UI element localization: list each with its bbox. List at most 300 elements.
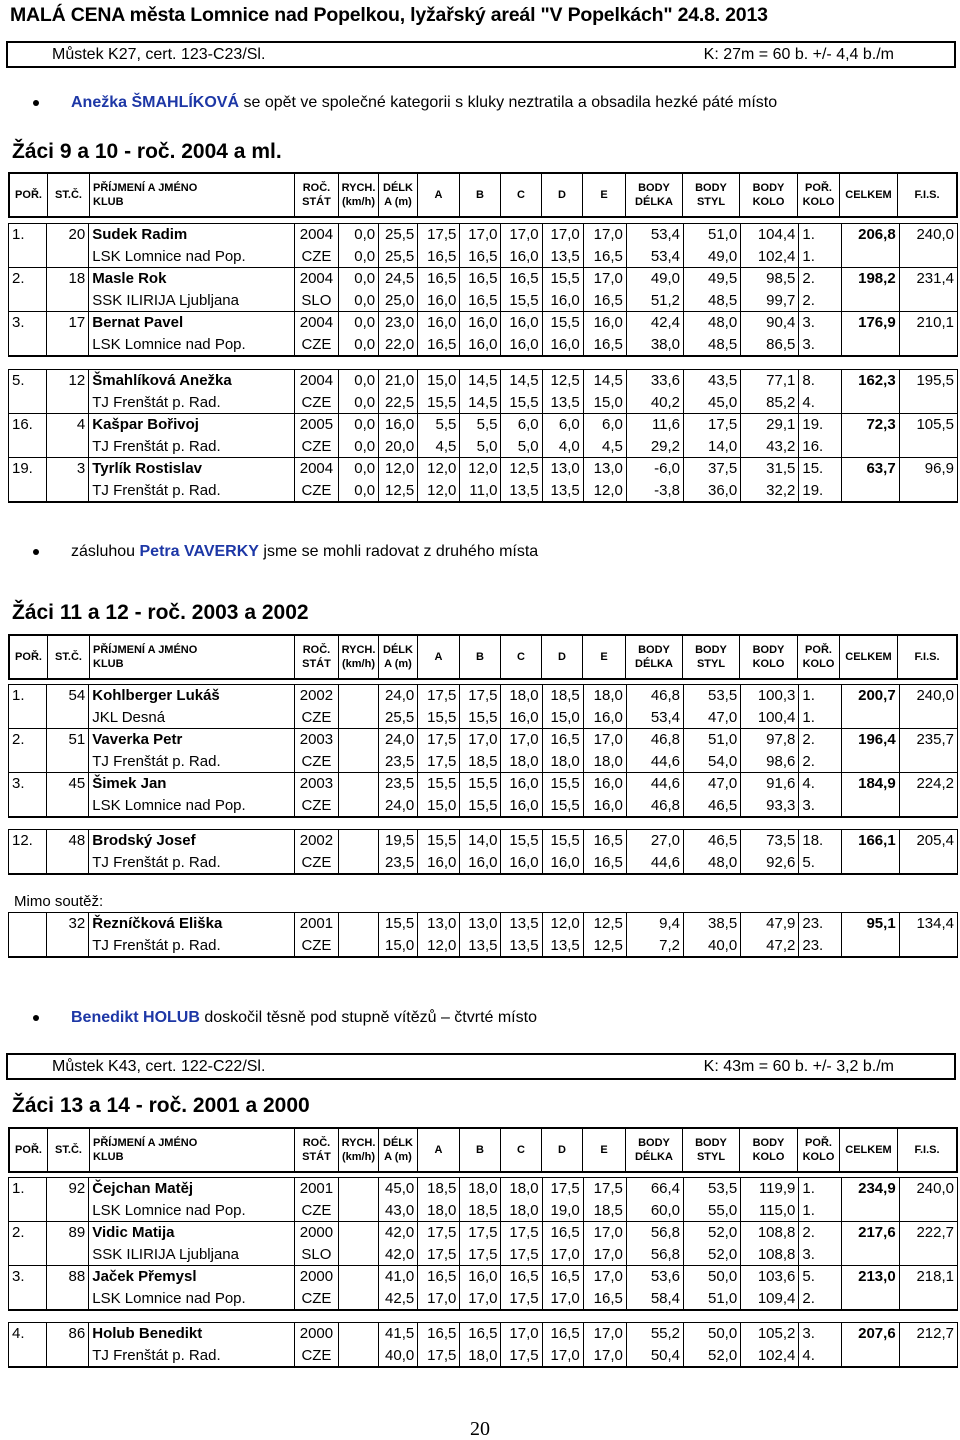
col-delk: DÉLK A (m) <box>379 174 418 216</box>
cell-rank-round: 19. <box>799 480 841 503</box>
cell-rank <box>9 290 47 312</box>
cell-total: 95,1 <box>841 913 899 935</box>
cell-c: 16,5 <box>501 1266 542 1288</box>
cell-pts-style: 50,0 <box>684 1323 741 1345</box>
cell-d: 15,5 <box>542 795 583 818</box>
cell-speed <box>339 729 379 751</box>
cell-a: 12,0 <box>418 480 460 503</box>
hill-name: Můstek K43, cert. 122-C22/Sl. <box>52 1058 266 1075</box>
cell-d: 16,5 <box>542 1222 583 1244</box>
cell-c: 5,0 <box>501 436 542 458</box>
cell-dist: 41,0 <box>379 1266 418 1288</box>
cell-a: 16,5 <box>418 246 460 268</box>
cell-c: 16,0 <box>501 773 542 795</box>
cell-name: TJ Frenštát p. Rad. <box>89 436 295 458</box>
cell-speed: 0,0 <box>339 224 379 246</box>
cell-pts-round: 29,1 <box>741 414 799 436</box>
cell-rank: 1. <box>9 224 47 246</box>
cell-bib <box>47 246 89 268</box>
cell-fis <box>899 480 957 503</box>
cell-pts-style: 49,5 <box>684 268 741 290</box>
cell-bib <box>47 436 89 458</box>
cell-pts-dist: -3,8 <box>626 480 683 503</box>
athlete-name: Benedikt HOLUB <box>71 1009 200 1026</box>
cell-name: Řezníčková Eliška <box>89 913 295 935</box>
cell-pts-dist: 44,6 <box>626 852 683 875</box>
cell-a: 16,0 <box>418 290 460 312</box>
hill-name: Můstek K27, cert. 123-C23/Sl. <box>52 46 266 63</box>
athlete-name: Anežka ŠMAHLÍKOVÁ <box>71 94 240 111</box>
cell-c: 17,5 <box>501 1345 542 1368</box>
cell-bib: 45 <box>47 773 89 795</box>
cell-year: 2004 <box>294 224 338 246</box>
cell-rank-round: 3. <box>799 1323 841 1345</box>
cell-pts-dist: 66,4 <box>626 1178 683 1200</box>
cell-pts-round: 105,2 <box>741 1323 799 1345</box>
cell-name: SSK ILIRIJA Ljubljana <box>89 290 295 312</box>
cell-c: 17,5 <box>501 1288 542 1311</box>
cell-total: 213,0 <box>841 1266 899 1288</box>
cell-b: 16,5 <box>460 246 501 268</box>
cell-fis: 134,4 <box>899 913 957 935</box>
cell-e: 16,0 <box>583 773 626 795</box>
cell-bib <box>47 290 89 312</box>
cell-name: Holub Benedikt <box>89 1323 295 1345</box>
cell-a: 15,5 <box>418 392 460 414</box>
cell-rank-round: 4. <box>799 392 841 414</box>
cell-c: 16,0 <box>501 707 542 729</box>
cell-total: 217,6 <box>841 1222 899 1244</box>
cell-total <box>841 852 899 875</box>
cell-pts-style: 52,0 <box>684 1244 741 1266</box>
cell-pts-dist: 53,4 <box>626 224 683 246</box>
cell-fis: 222,7 <box>899 1222 957 1244</box>
cell-c: 14,5 <box>501 370 542 392</box>
cell-dist: 25,5 <box>379 224 418 246</box>
cell-a: 17,0 <box>418 1288 460 1311</box>
cell-rank: 2. <box>9 1222 47 1244</box>
cell-pts-dist: 33,6 <box>626 370 683 392</box>
cell-e: 17,0 <box>583 1345 626 1368</box>
cell-total: 63,7 <box>841 458 899 480</box>
cell-a: 16,0 <box>418 312 460 334</box>
cell-name: LSK Lomnice nad Pop. <box>89 1200 295 1222</box>
cell-year: CZE <box>294 436 338 458</box>
cell-speed <box>339 1323 379 1345</box>
cell-rank <box>9 436 47 458</box>
table-row <box>9 1288 958 1311</box>
cell-total: 166,1 <box>841 830 899 852</box>
cell-rank <box>9 852 47 875</box>
cell-rank: 2. <box>9 268 47 290</box>
cell-c: 18,0 <box>501 1178 542 1200</box>
cell-d: 12,5 <box>542 370 583 392</box>
cell-e: 18,5 <box>583 1200 626 1222</box>
cell-b: 16,0 <box>460 1266 501 1288</box>
cell-total: 184,9 <box>841 773 899 795</box>
cell-rank-round: 23. <box>799 913 841 935</box>
cell-d: 16,5 <box>542 729 583 751</box>
cell-total <box>841 246 899 268</box>
cell-total <box>841 334 899 357</box>
cell-total <box>841 290 899 312</box>
cell-a: 15,0 <box>418 795 460 818</box>
cell-rank-round: 2. <box>799 751 841 773</box>
cell-pts-round: 100,3 <box>741 685 799 707</box>
cell-name: Vaverka Petr <box>89 729 295 751</box>
col-stc: ST.Č. <box>48 174 90 216</box>
cell-speed <box>339 935 379 958</box>
cell-bib <box>47 1244 89 1266</box>
col-fis: F.I.S. <box>914 189 940 201</box>
cell-rank-round: 3. <box>799 334 841 357</box>
cell-rank-round: 15. <box>799 458 841 480</box>
results-table <box>8 223 958 357</box>
cell-e: 17,0 <box>583 1323 626 1345</box>
cell-speed: 0,0 <box>339 392 379 414</box>
cell-pts-round: 85,2 <box>741 392 799 414</box>
cell-fis: 235,7 <box>899 729 957 751</box>
note-text: jsme se mohli radovat z druhého místa <box>258 543 539 560</box>
cell-d: 16,0 <box>542 334 583 357</box>
cell-e: 17,0 <box>583 268 626 290</box>
cell-a: 17,5 <box>418 1244 460 1266</box>
cell-dist: 25,0 <box>379 290 418 312</box>
cell-d: 12,0 <box>542 913 583 935</box>
cell-pts-dist: 38,0 <box>626 334 683 357</box>
cell-d: 15,5 <box>542 773 583 795</box>
cell-dist: 42,0 <box>379 1222 418 1244</box>
cell-speed <box>339 685 379 707</box>
cell-speed: 0,0 <box>339 458 379 480</box>
cell-a: 17,5 <box>418 1222 460 1244</box>
cell-name: Masle Rok <box>89 268 295 290</box>
cell-e: 15,0 <box>583 392 626 414</box>
cell-dist: 21,0 <box>379 370 418 392</box>
cell-speed: 0,0 <box>339 370 379 392</box>
cell-c: 13,5 <box>501 480 542 503</box>
cell-bib: 3 <box>47 458 89 480</box>
cell-d: 16,5 <box>542 1323 583 1345</box>
cell-year: SLO <box>294 290 338 312</box>
cell-b: 16,5 <box>460 1323 501 1345</box>
bullet-icon <box>33 549 39 555</box>
cell-pts-dist: -6,0 <box>626 458 683 480</box>
cell-speed <box>339 1178 379 1200</box>
cell-dist: 23,0 <box>379 312 418 334</box>
cell-rank-round: 19. <box>799 414 841 436</box>
cell-speed <box>339 1222 379 1244</box>
cell-name: Brodský Josef <box>89 830 295 852</box>
cell-fis: 205,4 <box>899 830 957 852</box>
cell-fis: 240,0 <box>899 1178 957 1200</box>
cell-rank <box>9 334 47 357</box>
cell-e: 16,0 <box>583 312 626 334</box>
cell-pts-dist: 9,4 <box>626 913 683 935</box>
cell-year: CZE <box>294 480 338 503</box>
cell-c: 17,5 <box>501 1222 542 1244</box>
note-text: se opět ve společné kategorii s kluky neztratila a obsadila hezké páté místo <box>239 94 778 111</box>
note-text: doskočil těsně pod stupně vítězů – čtvrté místo <box>199 1009 537 1026</box>
cell-pts-style: 48,0 <box>684 852 741 875</box>
results-table <box>8 1322 958 1368</box>
table-row <box>9 1323 958 1345</box>
cell-rank-round: 1. <box>799 707 841 729</box>
cell-d: 17,5 <box>542 1178 583 1200</box>
cell-pts-style: 49,0 <box>684 246 741 268</box>
cell-pts-round: 73,5 <box>741 830 799 852</box>
cell-rank-round: 23. <box>799 935 841 958</box>
cell-rank-round: 2. <box>799 729 841 751</box>
cell-pts-round: 77,1 <box>741 370 799 392</box>
cell-pts-style: 47,0 <box>684 773 741 795</box>
cell-dist: 19,5 <box>379 830 418 852</box>
cell-dist: 40,0 <box>379 1345 418 1368</box>
table-row <box>9 1200 958 1222</box>
cell-bib: 88 <box>47 1266 89 1288</box>
cell-fis: 195,5 <box>899 370 957 392</box>
table-row <box>9 1244 958 1266</box>
cell-c: 15,5 <box>501 290 542 312</box>
cell-name: Tyrlík Rostislav <box>89 458 295 480</box>
category-title: Žáci 13 a 14 - roč. 2001 a 2000 <box>12 1094 310 1117</box>
cell-rank <box>9 913 47 935</box>
cell-fis: 218,1 <box>899 1266 957 1288</box>
cell-e: 16,5 <box>583 290 626 312</box>
cell-e: 17,0 <box>583 224 626 246</box>
cell-dist: 12,0 <box>379 458 418 480</box>
cell-rank-round: 1. <box>799 1178 841 1200</box>
cell-bib <box>47 1200 89 1222</box>
cell-year: 2000 <box>294 1323 338 1345</box>
cell-d: 16,0 <box>542 852 583 875</box>
cell-b: 18,5 <box>460 751 501 773</box>
cell-fis <box>899 707 957 729</box>
cell-pts-round: 102,4 <box>741 246 799 268</box>
cell-name: SSK ILIRIJA Ljubljana <box>89 1244 295 1266</box>
cell-fis <box>899 1288 957 1311</box>
cell-pts-dist: 11,6 <box>626 414 683 436</box>
cell-year: 2004 <box>294 370 338 392</box>
cell-bib: 32 <box>47 913 89 935</box>
cell-pts-round: 115,0 <box>741 1200 799 1222</box>
cell-dist: 45,0 <box>379 1178 418 1200</box>
cell-fis <box>899 246 957 268</box>
cell-speed: 0,0 <box>339 436 379 458</box>
cell-total <box>841 1200 899 1222</box>
cell-rank-round: 18. <box>799 830 841 852</box>
cell-fis <box>899 935 957 958</box>
cell-bib: 86 <box>47 1323 89 1345</box>
cell-pts-round: 119,9 <box>741 1178 799 1200</box>
cell-d: 13,5 <box>542 392 583 414</box>
cell-b: 14,0 <box>460 830 501 852</box>
cell-dist: 24,5 <box>379 268 418 290</box>
cell-speed <box>339 1200 379 1222</box>
cell-total: 72,3 <box>841 414 899 436</box>
table-row <box>9 1178 958 1200</box>
cell-total <box>841 480 899 503</box>
cell-dist: 22,0 <box>379 334 418 357</box>
cell-pts-style: 43,5 <box>684 370 741 392</box>
col-por: POŘ. <box>10 174 48 216</box>
cell-rank-round: 4. <box>799 773 841 795</box>
cell-dist: 12,5 <box>379 480 418 503</box>
cell-year: 2002 <box>294 830 338 852</box>
cell-d: 13,5 <box>542 935 583 958</box>
cell-rank <box>9 795 47 818</box>
cell-fis: 224,2 <box>899 773 957 795</box>
cell-b: 5,5 <box>460 414 501 436</box>
cell-speed <box>339 773 379 795</box>
cell-speed <box>339 852 379 875</box>
cell-pts-round: 47,9 <box>741 913 799 935</box>
cell-year: 2001 <box>294 1178 338 1200</box>
cell-name: Kohlberger Lukáš <box>89 685 295 707</box>
cell-c: 17,0 <box>501 224 542 246</box>
cell-rank: 1. <box>9 1178 47 1200</box>
cell-dist: 22,5 <box>379 392 418 414</box>
cell-pts-dist: 58,4 <box>626 1288 683 1311</box>
col-body-kolo: BODY KOLO <box>740 174 798 216</box>
hill-k-point: K: 27m = 60 b. +/- 4,4 b./m <box>703 46 894 63</box>
cell-e: 16,5 <box>583 1288 626 1311</box>
cell-fis: 240,0 <box>899 224 957 246</box>
cell-e: 17,0 <box>583 1222 626 1244</box>
table-row <box>9 913 958 935</box>
cell-bib: 18 <box>47 268 89 290</box>
col-roc: ROČ. STÁT <box>295 174 339 216</box>
cell-speed <box>339 830 379 852</box>
cell-bib <box>47 1345 89 1368</box>
cell-pts-round: 92,6 <box>741 852 799 875</box>
results-table <box>8 829 958 875</box>
cell-pts-round: 47,2 <box>741 935 799 958</box>
cell-bib <box>47 707 89 729</box>
cell-year: 2004 <box>294 268 338 290</box>
cell-speed <box>339 1288 379 1311</box>
cell-e: 13,0 <box>583 458 626 480</box>
cell-rank-round: 3. <box>799 312 841 334</box>
cell-d: 17,0 <box>542 1288 583 1311</box>
cell-rank-round: 2. <box>799 1288 841 1311</box>
cell-rank <box>9 246 47 268</box>
cell-d: 15,0 <box>542 707 583 729</box>
cell-pts-round: 108,8 <box>741 1244 799 1266</box>
cell-dist: 24,0 <box>379 795 418 818</box>
cell-d: 16,0 <box>542 290 583 312</box>
cell-name: TJ Frenštát p. Rad. <box>89 480 295 503</box>
table-row <box>9 852 958 875</box>
cell-c: 16,0 <box>501 852 542 875</box>
cell-total: 176,9 <box>841 312 899 334</box>
cell-rank: 3. <box>9 773 47 795</box>
cell-total: 206,8 <box>841 224 899 246</box>
cell-name: Šimek Jan <box>89 773 295 795</box>
cell-bib <box>47 334 89 357</box>
cell-rank-round: 2. <box>799 268 841 290</box>
cell-pts-round: 90,4 <box>741 312 799 334</box>
cell-name: Šmahlíková Anežka <box>89 370 295 392</box>
cell-d: 13,5 <box>542 480 583 503</box>
cell-rank-round: 1. <box>799 685 841 707</box>
cell-pts-style: 52,0 <box>684 1222 741 1244</box>
cell-bib <box>47 480 89 503</box>
col-celkem: CELKEM <box>840 174 898 216</box>
results-table <box>8 369 958 503</box>
cell-d: 17,0 <box>542 224 583 246</box>
cell-pts-dist: 53,4 <box>626 246 683 268</box>
cell-b: 16,5 <box>460 268 501 290</box>
cell-a: 17,5 <box>418 729 460 751</box>
cell-speed: 0,0 <box>339 334 379 357</box>
cell-e: 17,0 <box>583 729 626 751</box>
cell-name: TJ Frenštát p. Rad. <box>89 392 295 414</box>
cell-year: CZE <box>294 392 338 414</box>
cell-pts-round: 86,5 <box>741 334 799 357</box>
cell-e: 16,5 <box>583 830 626 852</box>
cell-c: 17,0 <box>501 729 542 751</box>
cell-bib: 4 <box>47 414 89 436</box>
cell-pts-style: 55,0 <box>684 1200 741 1222</box>
cell-speed <box>339 913 379 935</box>
cell-a: 15,5 <box>418 830 460 852</box>
cell-a: 18,5 <box>418 1178 460 1200</box>
cell-c: 18,0 <box>501 751 542 773</box>
cell-dist: 24,0 <box>379 729 418 751</box>
cell-dist: 25,5 <box>379 707 418 729</box>
cell-d: 19,0 <box>542 1200 583 1222</box>
cell-pts-dist: 44,6 <box>626 751 683 773</box>
cell-e: 12,5 <box>583 935 626 958</box>
cell-fis: 96,9 <box>899 458 957 480</box>
cell-c: 17,5 <box>501 1244 542 1266</box>
col-rych: RYCH. (km/h) <box>339 174 379 216</box>
cell-name: LSK Lomnice nad Pop. <box>89 334 295 357</box>
cell-pts-style: 38,5 <box>684 913 741 935</box>
cell-a: 17,5 <box>418 224 460 246</box>
table-row <box>9 707 958 729</box>
cell-pts-round: 31,5 <box>741 458 799 480</box>
cell-rank <box>9 392 47 414</box>
cell-rank: 19. <box>9 458 47 480</box>
cell-pts-dist: 56,8 <box>626 1222 683 1244</box>
cell-pts-style: 47,0 <box>684 707 741 729</box>
cell-e: 17,0 <box>583 1244 626 1266</box>
cell-d: 15,5 <box>542 830 583 852</box>
results-header: POŘ. ST.Č. PŘÍJMENÍ A JMÉNO KLUB ROČ. STÁT RYCH. (km/h) DÉLK A (m) A B C D E BODY DÉLKA BODY STYL BODY KOLO POŘ. KOLO CELKEM F.I.S. <box>8 634 958 680</box>
cell-bib: 17 <box>47 312 89 334</box>
cell-name: TJ Frenštát p. Rad. <box>89 852 295 875</box>
cell-speed <box>339 795 379 818</box>
cell-pts-style: 14,0 <box>684 436 741 458</box>
cell-speed: 0,0 <box>339 290 379 312</box>
cell-c: 16,0 <box>501 246 542 268</box>
cell-pts-style: 48,0 <box>684 312 741 334</box>
cell-name: LSK Lomnice nad Pop. <box>89 246 295 268</box>
table-row <box>9 392 958 414</box>
cell-pts-style: 40,0 <box>684 935 741 958</box>
cell-fis: 105,5 <box>899 414 957 436</box>
cell-rank <box>9 1200 47 1222</box>
table-row <box>9 935 958 958</box>
cell-year: 2003 <box>294 773 338 795</box>
cell-rank-round: 1. <box>799 246 841 268</box>
cell-year: 2002 <box>294 685 338 707</box>
cell-c: 16,0 <box>501 795 542 818</box>
cell-e: 17,5 <box>583 1178 626 1200</box>
cell-e: 14,5 <box>583 370 626 392</box>
